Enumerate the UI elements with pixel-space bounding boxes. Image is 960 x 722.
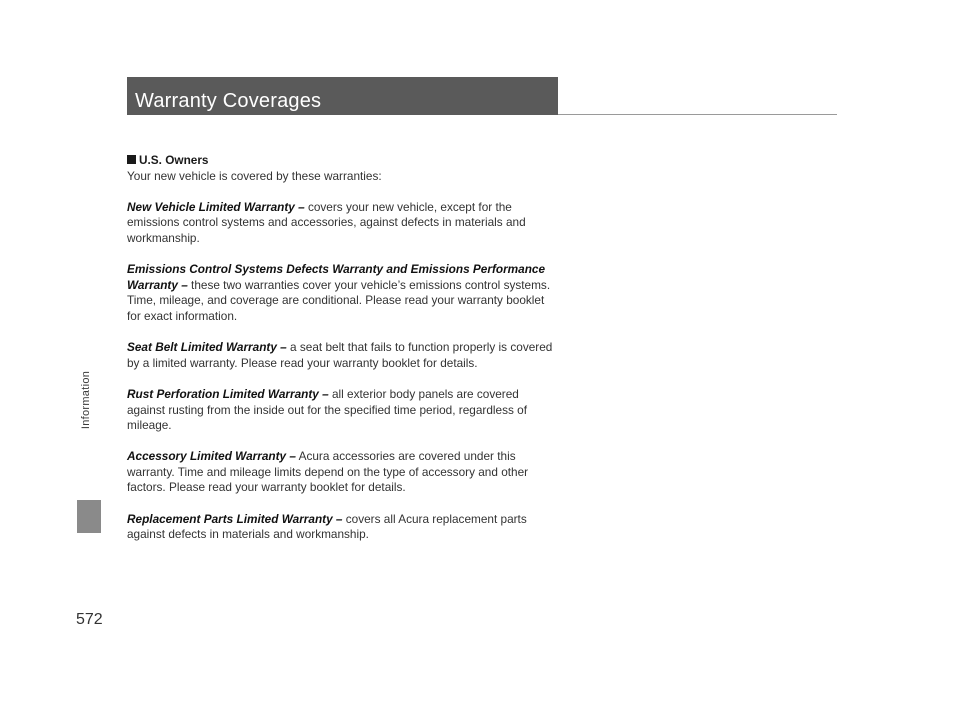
- side-tab-marker: [77, 500, 101, 533]
- page-title: Warranty Coverages: [135, 90, 322, 112]
- warranty-term: Emissions Control Systems Defects Warranty and Emissions Performance Warranty –: [127, 262, 546, 292]
- warranty-paragraph: [127, 262, 559, 324]
- intro-text: Your new vehicle is covered by these warranties:: [127, 168, 382, 183]
- warranty-term: New Vehicle Limited Warranty –: [127, 199, 305, 214]
- warranty-paragraph: [127, 512, 559, 543]
- header-rule: [558, 114, 837, 115]
- subsection-heading: [127, 153, 559, 169]
- page-number: 572: [76, 611, 103, 628]
- warranty-description: Acura accessories are covered under this warranty. Time and mileage limits depend on the type of accessory and other factors. Please read your warranty booklet for details.: [127, 449, 529, 495]
- square-bullet-icon: [127, 155, 136, 164]
- warranty-term: Accessory Limited Warranty –: [127, 449, 296, 464]
- side-tab-label: Information: [80, 370, 92, 430]
- warranty-description: a seat belt that fails to function properly is covered by a limited warranty. Please read your warranty booklet for details.: [127, 340, 553, 370]
- warranty-description: covers your new vehicle, except for the emissions control systems and accessories, against defects in materials and workmanship.: [127, 199, 526, 245]
- warranty-description: these two warranties cover your vehicle’s emissions control systems. Time, mileage, and coverage are conditional. Please read your warranty booklet for exact information.: [127, 277, 551, 323]
- warranty-paragraph: [127, 200, 559, 247]
- warranty-term: Seat Belt Limited Warranty –: [127, 340, 287, 355]
- subsection-heading-text: U.S. Owners: [139, 153, 209, 167]
- warranty-paragraph: [127, 387, 559, 434]
- warranty-description: all exterior body panels are covered against rusting from the inside out for the specified time period, regardless of mileage.: [127, 386, 527, 433]
- warranty-term: Rust Perforation Limited Warranty –: [127, 386, 329, 401]
- warranty-term: Replacement Parts Limited Warranty –: [127, 511, 343, 526]
- warranty-paragraph: [127, 449, 559, 496]
- warranty-description: covers all Acura replacement parts against defects in materials and workmanship.: [127, 511, 527, 542]
- warranty-paragraph: [127, 340, 559, 371]
- content-body: [127, 153, 559, 558]
- section-title-bar: [127, 77, 558, 115]
